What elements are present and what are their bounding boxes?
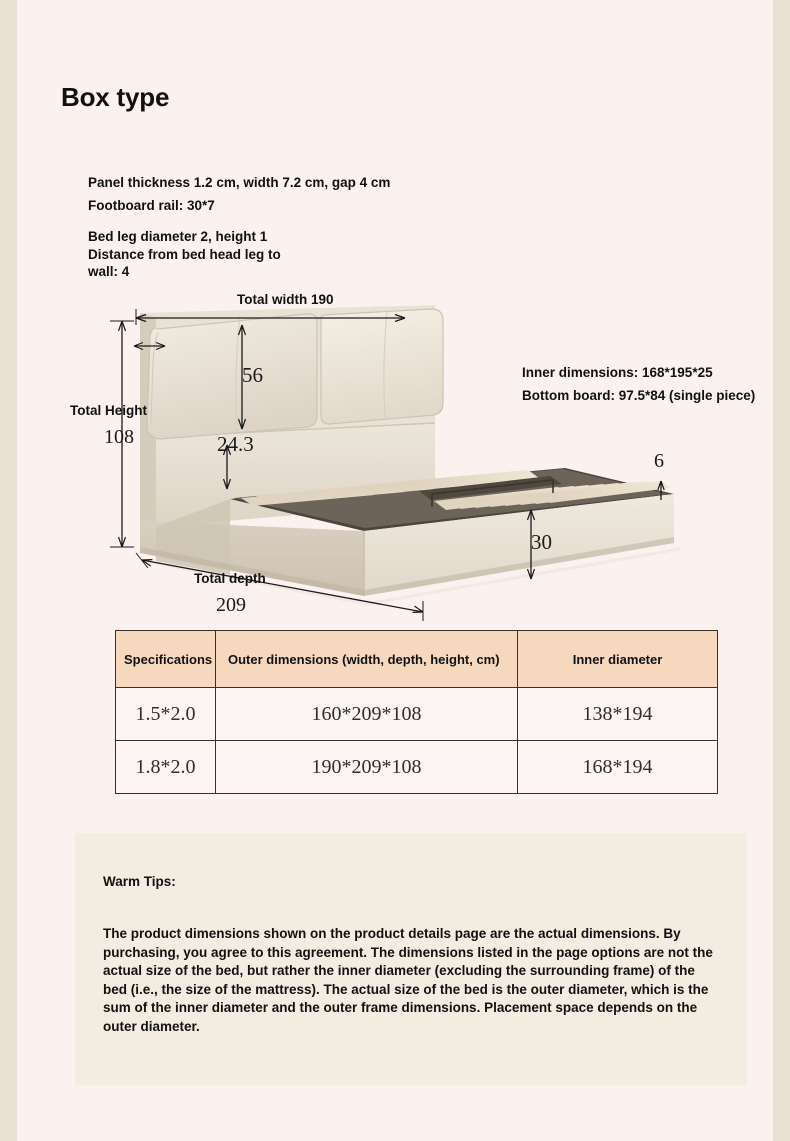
cell-outer-dimensions: 160*209*108 (216, 688, 518, 741)
product-detail-page (17, 0, 773, 1141)
spec-notes (88, 172, 518, 281)
dim-total-depth-label: Total depth (194, 571, 266, 586)
dim-total-height-label: Total Height (70, 403, 147, 418)
dim-slat-edge: 6 (654, 450, 664, 472)
bed-illustration (34, 285, 790, 625)
bed-dimension-diagram (34, 285, 790, 625)
spec-note-footboard: Footboard rail: 30*7 (88, 197, 215, 213)
spec-note-wall-distance-2: wall: 4 (88, 264, 130, 279)
cell-specification: 1.8*2.0 (116, 741, 216, 794)
warm-tips-body: The product dimensions shown on the product details page are the actual dimensions. By purchasing, you agree to this agreement. The dimensions listed in the page options are not the actual size of the bed, but rather the inner diameter (excluding the surrounding frame) of the bed (i.e., the size of the mattress). The actual size of the bed is the outer diameter, which is the sum of the inner diameter and the outer frame dimensions. Placement space depends on the outer diameter. (103, 926, 713, 1034)
cell-outer-dimensions: 190*209*108 (216, 741, 518, 794)
dim-frame-height: 30 (531, 530, 552, 554)
callout-bottom-board: Bottom board: 97.5*84 (single piece) (522, 388, 756, 403)
spec-note-wall-distance-1: Distance from bed head leg to (88, 246, 281, 262)
table-row (116, 741, 718, 794)
cell-inner-diameter: 168*194 (518, 741, 718, 794)
table-header-row (116, 631, 718, 688)
warm-tips-title: Warm Tips: (103, 874, 176, 889)
page-title: Box type (61, 82, 170, 112)
dim-headboard-cushion: 56 (242, 363, 263, 387)
table-row (116, 688, 718, 741)
dim-total-height-value: 108 (104, 426, 134, 448)
cell-inner-diameter: 138*194 (518, 688, 718, 741)
specification-table (115, 630, 718, 794)
cell-specification: 1.5*2.0 (116, 688, 216, 741)
dim-total-depth-value: 209 (216, 594, 246, 616)
table-header-outer-dimensions: Outer dimensions (width, depth, height, cm) (216, 631, 518, 688)
dim-headboard-base: 24.3 (217, 432, 254, 456)
table-header-inner-diameter: Inner diameter (518, 631, 718, 688)
spec-note-bedleg: Bed leg diameter 2, height 1 (88, 229, 268, 244)
callout-inner-dimensions: Inner dimensions: 168*195*25 (522, 365, 713, 380)
dim-total-width: Total width 190 (237, 292, 334, 307)
warm-tips-card (75, 833, 747, 1085)
table-header-specifications: Specifications (116, 631, 216, 688)
spec-note-panel: Panel thickness 1.2 cm, width 7.2 cm, gap 4 cm (88, 175, 391, 190)
